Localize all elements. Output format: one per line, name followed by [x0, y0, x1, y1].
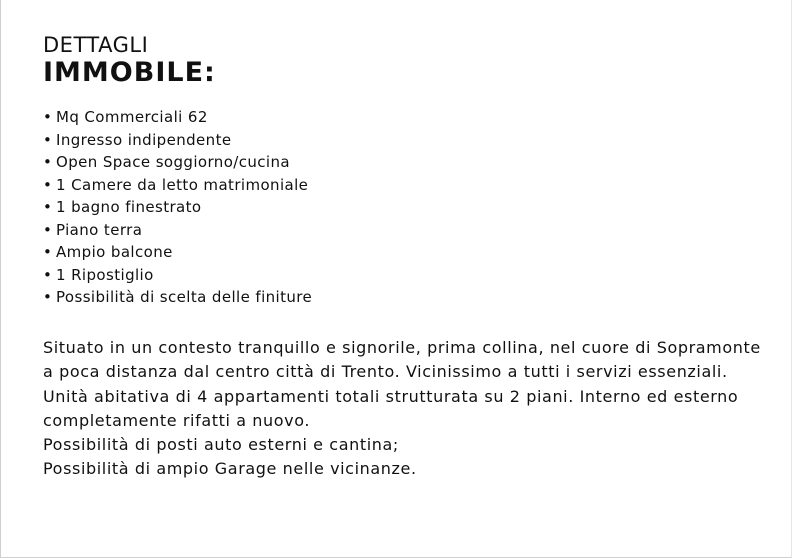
- feature-text: 1 Camere da letto matrimoniale: [56, 175, 309, 194]
- list-item: [43, 264, 312, 287]
- feature-text: 1 bagno finestrato: [56, 198, 202, 216]
- bullet-icon: •: [43, 265, 53, 284]
- feature-text: Open Space soggiorno/cucina: [56, 153, 290, 171]
- bullet-icon: •: [43, 130, 53, 149]
- bullet-icon: •: [43, 288, 53, 306]
- feature-text: Mq Commerciali 62: [56, 108, 208, 126]
- description-paragraph-unit: Unità abitativa di 4 appartamenti totali strutturata su 2 piani. Interno ed esterno completamente rifatti a nuovo.: [43, 386, 739, 430]
- bullet-icon: •: [43, 108, 53, 126]
- description-paragraph-parking: Possibilità di posti auto esterni e cantina;: [43, 435, 399, 455]
- feature-text: 1 Ripostiglio: [56, 265, 154, 284]
- heading-line-dettagli: DETTAGLI: [43, 33, 149, 57]
- list-item: [43, 196, 312, 219]
- list-item: [43, 174, 312, 197]
- feature-text: Piano terra: [56, 220, 143, 239]
- description-paragraph-location: Situato in un contesto tranquillo e signorile, prima collina, nel cuore di Sopramonte a poca distanza dal centro città di Trento. Vicinissimo a tutti i servizi essenziali.: [43, 338, 761, 382]
- description-block: [43, 336, 763, 482]
- bullet-icon: •: [43, 153, 53, 171]
- list-item: [43, 286, 312, 309]
- list-item: [43, 151, 312, 174]
- bullet-icon: •: [43, 243, 53, 261]
- list-item: [43, 219, 312, 242]
- feature-text: Possibilità di scelta delle finiture: [56, 288, 313, 306]
- list-item: [43, 106, 312, 129]
- bullet-icon: •: [43, 198, 53, 216]
- description-paragraph-garage: Possibilità di ampio Garage nelle vicinanze.: [43, 459, 417, 479]
- heading-line-immobile: IMMOBILE:: [43, 57, 216, 88]
- section-heading: [43, 33, 216, 89]
- bullet-icon: •: [43, 220, 53, 239]
- feature-text: Ampio balcone: [56, 243, 173, 261]
- list-item: [43, 129, 312, 152]
- list-item: [43, 241, 312, 264]
- bullet-icon: •: [43, 175, 53, 194]
- features-list: [43, 106, 312, 309]
- feature-text: Ingresso indipendente: [56, 130, 232, 149]
